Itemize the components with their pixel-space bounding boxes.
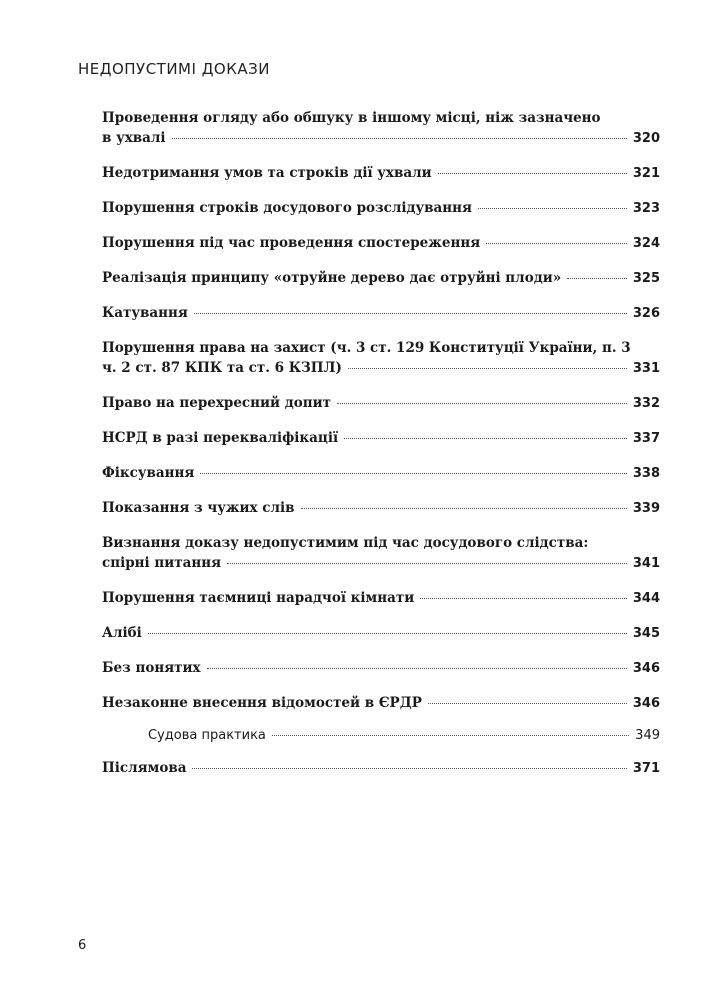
dot-leader: [486, 243, 627, 244]
toc-entry-page: 338: [632, 466, 660, 481]
toc-entry[interactable]: [102, 268, 660, 289]
toc-entry-title: спірні питання: [102, 555, 222, 571]
dot-leader: [344, 438, 627, 439]
toc-entry[interactable]: [102, 303, 660, 324]
toc-entry-page: 324: [632, 236, 660, 251]
toc-entry-title: Право на перехресний допит: [102, 395, 332, 411]
toc-entry[interactable]: [102, 693, 660, 714]
dot-leader: [148, 633, 627, 634]
toc-entry-title: Катування: [102, 305, 188, 321]
toc-entry-page: 337: [632, 431, 660, 446]
toc-entry-page: 371: [632, 761, 660, 776]
toc-entry-page: 345: [632, 626, 660, 641]
dot-leader: [478, 208, 627, 209]
toc-entry-title: Судова практика: [148, 728, 266, 743]
running-head: НЕДОПУСТИМІ ДОКАЗИ: [78, 60, 270, 78]
toc-entry[interactable]: [102, 758, 660, 779]
dot-leader: [194, 313, 627, 314]
toc-entry-page: 323: [632, 201, 660, 216]
toc-entry-title: Порушення строків досудового розслідування: [102, 200, 473, 216]
toc-entry-page: 325: [632, 271, 660, 286]
dot-leader: [420, 598, 627, 599]
dot-leader: [207, 668, 627, 669]
dot-leader: [301, 508, 627, 509]
dot-leader: [200, 473, 626, 474]
toc-entry[interactable]: [102, 463, 660, 484]
toc-entry-page: 332: [632, 396, 660, 411]
toc-entry-page: 349: [635, 728, 660, 743]
dot-leader: [172, 138, 627, 139]
dot-leader: [227, 563, 627, 564]
toc-entry-title: Післямова: [102, 760, 187, 776]
toc-entry[interactable]: [102, 623, 660, 644]
toc-entry-title: Порушення таємниці нарадчої кімнати: [102, 590, 415, 606]
dot-leader: [428, 703, 627, 704]
toc-entry-title: ч. 2 ст. 87 КПК та ст. 6 КЗПЛ): [102, 360, 342, 376]
toc-entry-title: Алібі: [102, 625, 142, 641]
toc-entry-title: в ухвалі: [102, 130, 166, 146]
toc-entry[interactable]: [102, 533, 660, 574]
toc-entry-title: Без понятих: [102, 660, 201, 676]
toc-entry[interactable]: [102, 393, 660, 414]
toc-entry[interactable]: [102, 108, 660, 149]
toc-entry-page: 344: [632, 591, 660, 606]
toc-entry-page: 320: [632, 131, 660, 146]
toc-entry-title: Незаконне внесення відомостей в ЄРДР: [102, 695, 422, 711]
toc-subentry[interactable]: [102, 726, 660, 746]
toc-entry-page: 331: [632, 361, 660, 376]
toc-entry-page: 339: [632, 501, 660, 516]
toc-entry-title: Фіксування: [102, 465, 195, 481]
toc-entry[interactable]: [102, 658, 660, 679]
toc-entry[interactable]: [102, 498, 660, 519]
toc-entry-title-line1: Проведення огляду або обшуку в іншому місці, ніж зазначено: [102, 110, 601, 126]
toc-entry-title: Показання з чужих слів: [102, 500, 295, 516]
dot-leader: [272, 735, 629, 736]
toc-entry-page: 346: [632, 696, 660, 711]
toc-entry-title: Порушення під час проведення спостереження: [102, 235, 481, 251]
toc-entry[interactable]: [102, 163, 660, 184]
toc-entry-page: 326: [632, 306, 660, 321]
toc-entry[interactable]: [102, 233, 660, 254]
toc-entry[interactable]: [102, 338, 660, 379]
toc-entry-title: Реалізація принципу «отруйне дерево дає отруйні плоди»: [102, 270, 562, 286]
toc-entry-title: НСРД в разі перекваліфікації: [102, 430, 339, 446]
toc-entry-page: 346: [632, 661, 660, 676]
toc-entry-title-line1: Порушення права на захист (ч. 3 ст. 129 Конституції України, п. 3: [102, 340, 631, 356]
page-number: 6: [78, 938, 87, 953]
toc-entry[interactable]: [102, 198, 660, 219]
toc-entry-title: Недотримання умов та строків дії ухвали: [102, 165, 432, 181]
dot-leader: [567, 278, 627, 279]
toc-entry[interactable]: [102, 588, 660, 609]
toc-entry-page: 341: [632, 556, 660, 571]
toc-entry-title-line1: Визнання доказу недопустимим під час досудового слідства:: [102, 535, 589, 551]
dot-leader: [438, 173, 627, 174]
toc-entry-page: 321: [632, 166, 660, 181]
dot-leader: [337, 403, 627, 404]
toc-entry[interactable]: [102, 428, 660, 449]
dot-leader: [192, 768, 626, 769]
table-of-contents: [102, 108, 660, 779]
dot-leader: [348, 368, 627, 369]
